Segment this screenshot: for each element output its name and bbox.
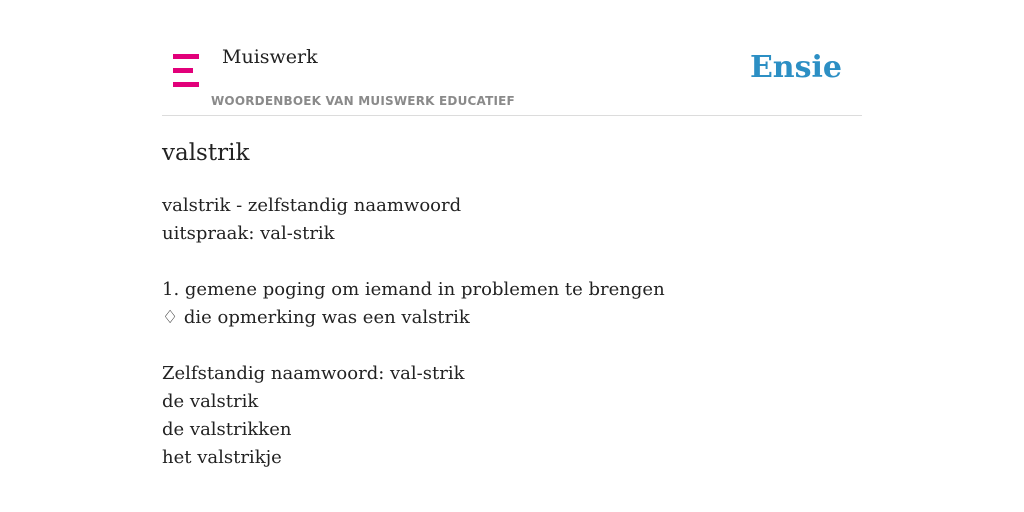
page-title: valstrik: [162, 140, 250, 166]
muiswerk-logo-icon[interactable]: [173, 54, 201, 90]
example-line: ♢ die opmerking was een valstrik: [162, 307, 470, 328]
part-of-speech-line: valstrik - zelfstandig naamwoord: [162, 195, 462, 216]
entry-content: [162, 192, 862, 472]
spacer: [162, 332, 862, 360]
definition-line: 1. gemene poging om iemand in problemen te brengen: [162, 279, 665, 300]
site-subtitle: WOORDENBOEK VAN MUISWERK EDUCATIEF: [211, 94, 515, 108]
forms-heading: Zelfstandig naamwoord: val-strik: [162, 363, 465, 384]
site-name[interactable]: Muiswerk: [222, 46, 318, 68]
spacer: [162, 248, 862, 276]
pronunciation-line: uitspraak: val-strik: [162, 223, 335, 244]
site-header: [162, 40, 862, 116]
form-diminutive: het valstrikje: [162, 447, 282, 468]
ensie-brand-logo[interactable]: Ensie: [749, 50, 842, 85]
form-plural: de valstrikken: [162, 419, 292, 440]
form-singular: de valstrik: [162, 391, 259, 412]
